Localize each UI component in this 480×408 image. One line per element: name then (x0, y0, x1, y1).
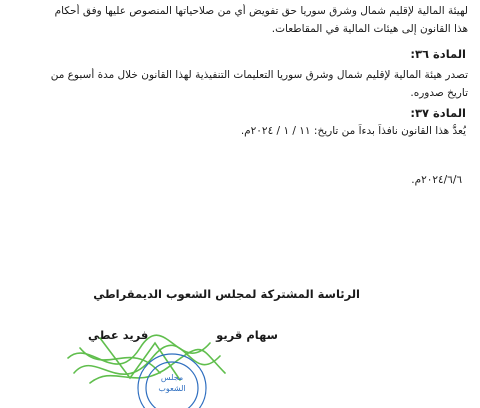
article-37-heading: المادة ٣٧: (410, 106, 466, 120)
stamp-text-2: الشعوب (158, 384, 186, 393)
official-stamp-icon (60, 318, 230, 408)
article-37-line-1: يُعدُّ هذا القانون نافذاً بدءاً من تاريخ: ١١ / ١ / ٢٠٢٤م. (240, 125, 466, 137)
document-date: ٢٠٢٤/٦/٦م. (411, 174, 462, 186)
article-35-line-2: هذا القانون إلى هيئات المالية في المقاطعات. (271, 23, 468, 35)
presidency-title: الرئاسة المشتركة لمجلس الشعوب الديمقراطي (93, 287, 360, 301)
article-35-line-1: لهيئة المالية لإقليم شمال وشرق سوريا حق تفويض أي من صلاحياتها المنصوص عليها وفق أحكام (54, 5, 468, 17)
article-36-line-2: تاريخ صدوره. (410, 87, 468, 99)
article-36-heading: المادة ٣٦: (410, 47, 466, 61)
signatory-right: سهام قريو (216, 328, 278, 342)
article-36-line-1: تصدر هيئة المالية لإقليم شمال وشرق سوريا التعليمات التنفيذية لهذا القانون خلال مدة أسبوع من (50, 69, 468, 81)
signatory-left: فريد عطي (88, 328, 149, 342)
stamp-text-1: مجلس (160, 373, 184, 382)
